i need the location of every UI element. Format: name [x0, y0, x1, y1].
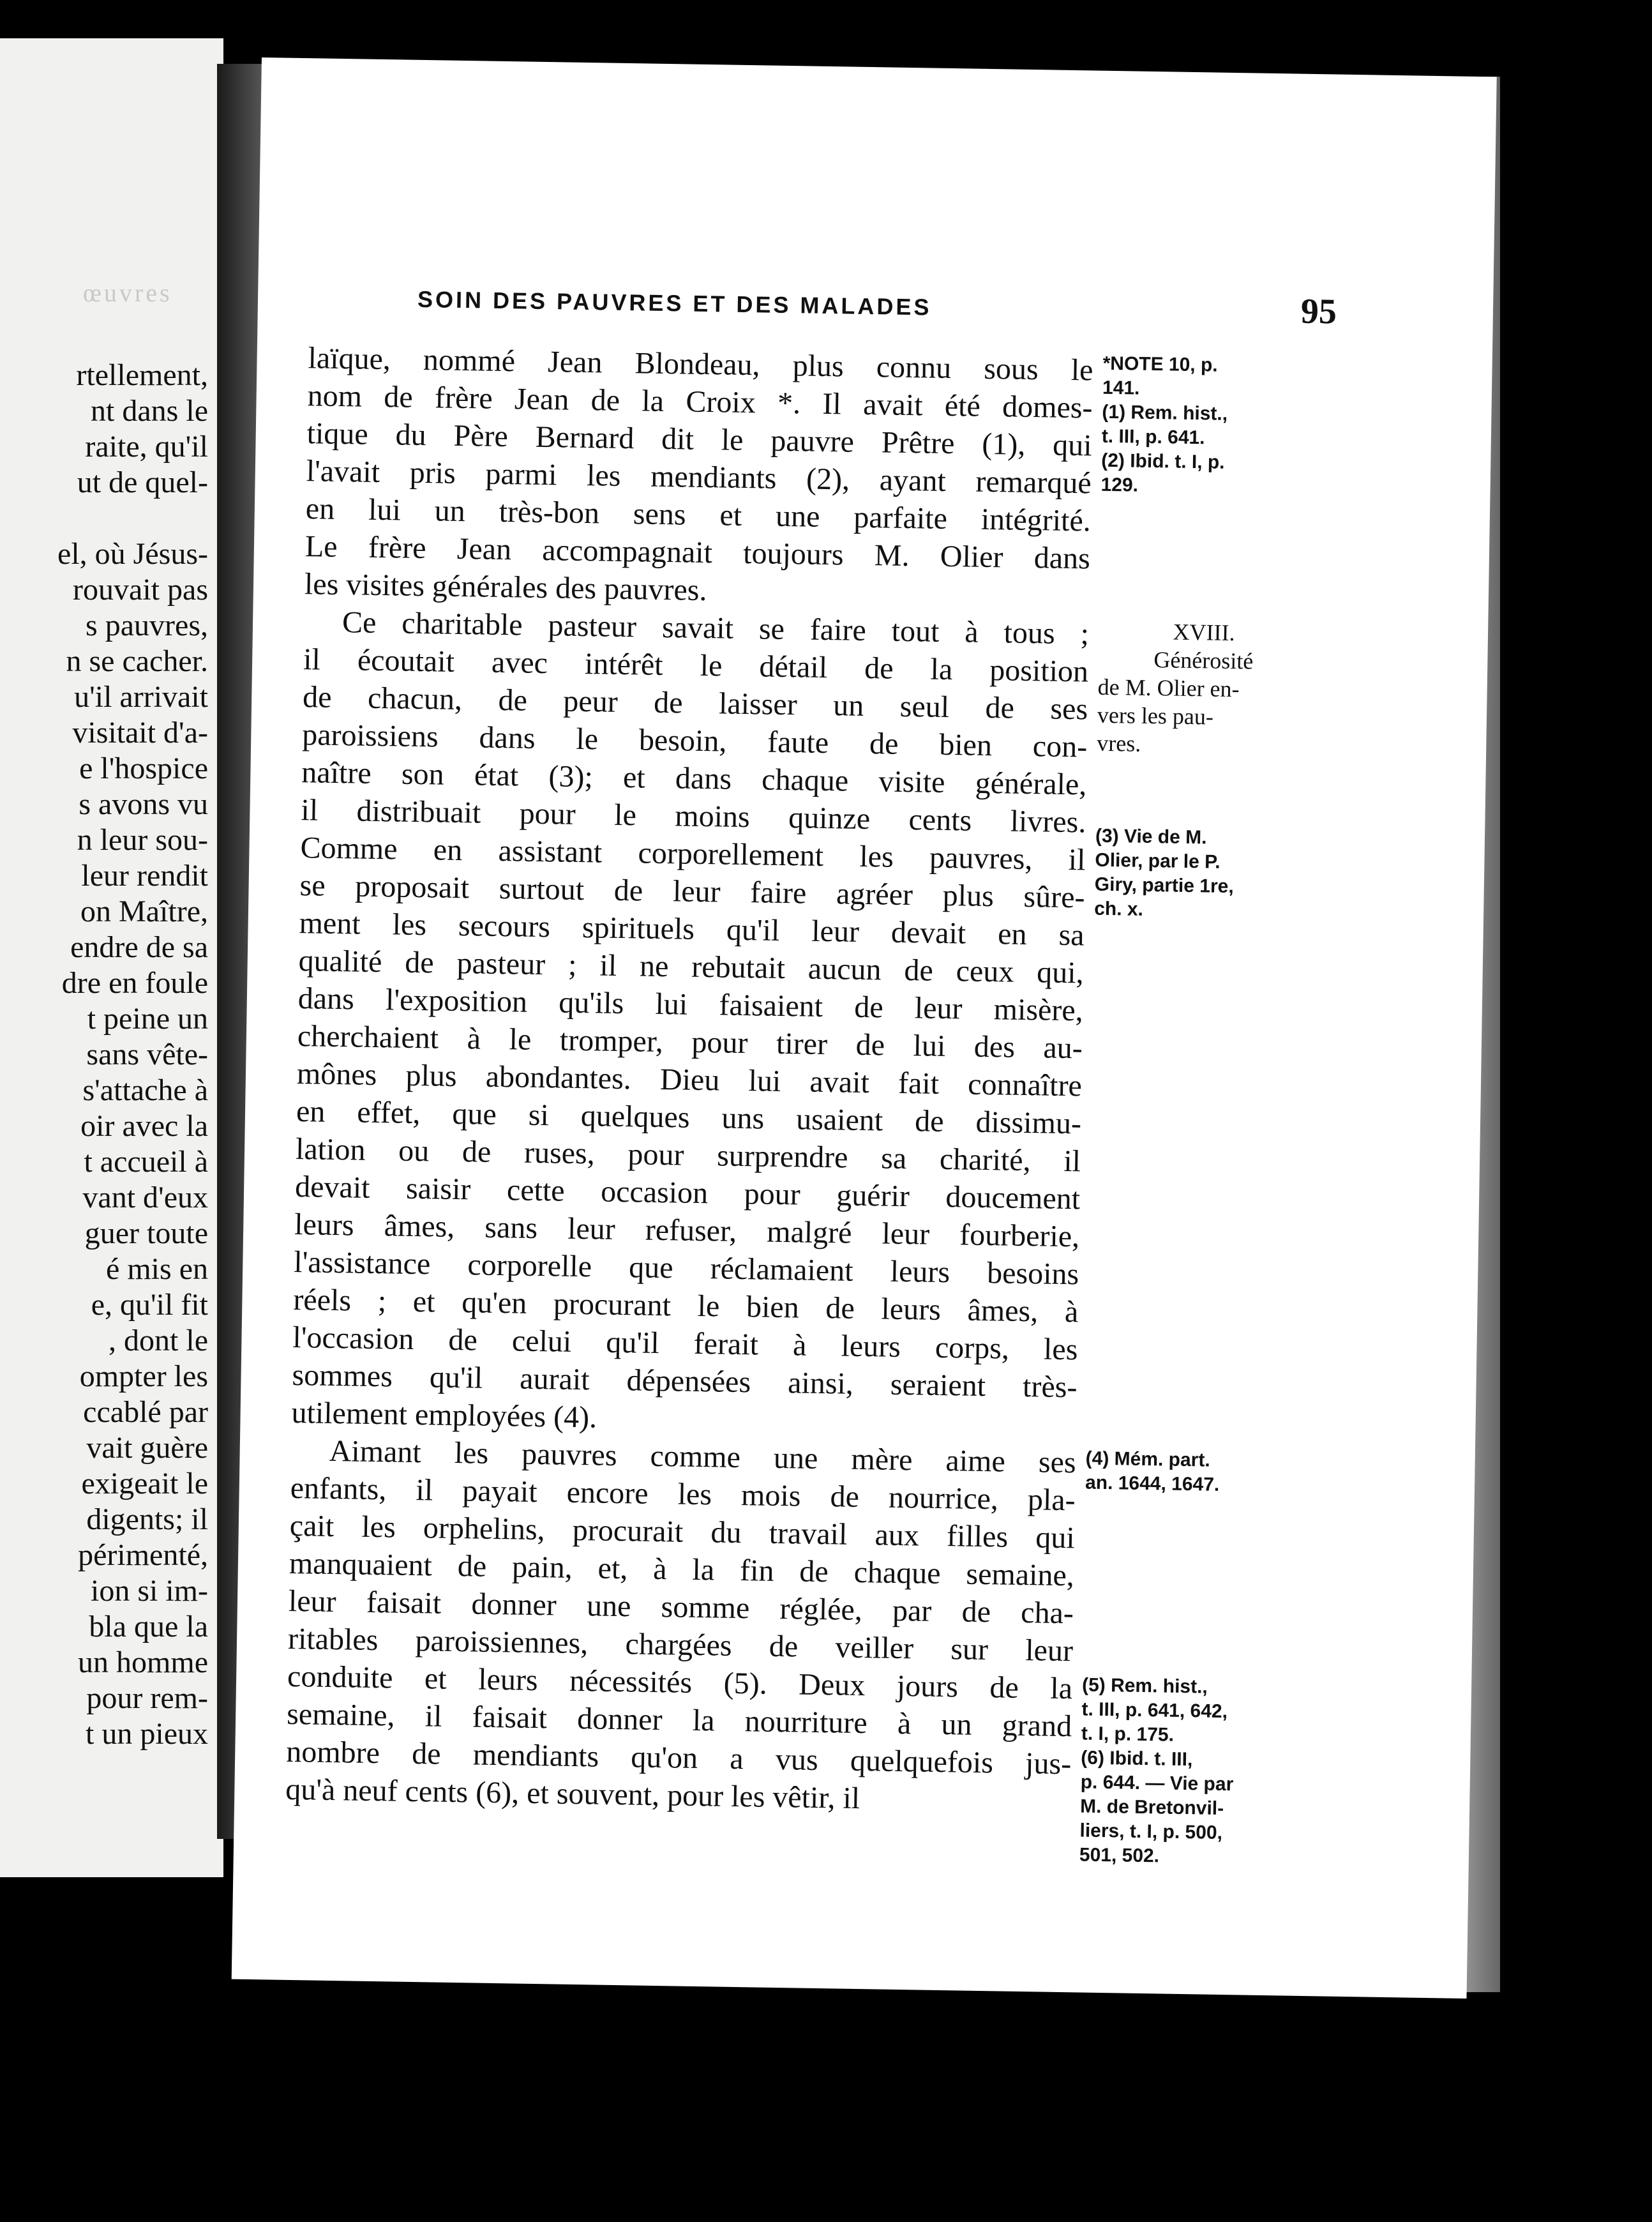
marginal-note-line: M. de Bretonvil- [1079, 1795, 1224, 1820]
marginal-note-line: (5) Rem. hist., [1081, 1674, 1208, 1698]
marginal-note-line: (4) Mém. part. [1085, 1447, 1210, 1471]
previous-page-line: périmenté, [78, 1538, 208, 1572]
previous-page-line: s'attache à [82, 1073, 208, 1107]
previous-page-line: leur rendit [81, 859, 208, 893]
page-number: 95 [1300, 291, 1337, 332]
previous-page-line: digents; il [86, 1502, 208, 1536]
text-line: l'avait pris parmi les mendiants (2), ayant remarqué [306, 454, 1092, 501]
text-line: devait saisir cette occasion pour guérir doucement [294, 1170, 1081, 1216]
previous-page-line: endre de sa [70, 930, 208, 964]
text-line: nombre de mendiants qu'on a vus quelquefois jus- [285, 1734, 1072, 1781]
previous-page-line: el, où Jésus- [57, 537, 208, 571]
previous-page-line: u'il arrivait [74, 680, 208, 714]
previous-page-line: un homme [78, 1645, 208, 1679]
marginal-note-line: t. III, p. 641, 642, [1081, 1698, 1228, 1723]
marginal-note-refs [1100, 352, 1314, 501]
running-title: SOIN DES PAUVRES ET DES MALADES [417, 285, 932, 321]
marginal-note-line: Générosité [1153, 647, 1254, 674]
text-line: çait les orphelins, procurait du travail aux filles qui [289, 1508, 1076, 1555]
marginal-note-line: t. III, p. 641. [1101, 425, 1205, 449]
text-line: ritables paroissiennes, chargées de veiller sur leur [287, 1621, 1074, 1668]
text-line: l'assistance corporelle que réclamaient leurs besoins [293, 1245, 1079, 1292]
marginal-note-line: de M. Olier en- [1097, 674, 1240, 702]
text-line: sommes qu'il aurait dépensées ainsi, seraient très- [292, 1358, 1078, 1405]
marginal-note-5-6 [1079, 1674, 1293, 1871]
previous-page-line: pour rem- [86, 1681, 208, 1715]
previous-page-line: on Maître, [80, 895, 208, 928]
marginal-note-line: t. I, p. 175. [1081, 1723, 1175, 1746]
text-line: lation ou de ruses, pour surprendre sa charité, il [295, 1132, 1081, 1179]
previous-page-line: exigeait le [81, 1467, 208, 1500]
previous-page-line: n se cacher. [66, 644, 208, 678]
margin-notes [1079, 352, 1314, 1867]
marginal-note-line: vres. [1096, 730, 1141, 757]
text-line: nom de frère Jean de la Croix *. Il avait été domes- [307, 379, 1093, 425]
text-line: qu'à neuf cents (6), et souvent, pour les vêtir, il [285, 1772, 860, 1816]
marginal-note-line: ch. x. [1093, 898, 1144, 920]
text-line: cherchaient à le tromper, pour tirer de lui des au- [297, 1019, 1083, 1066]
text-line: mônes plus abondantes. Dieu lui avait fait connaître [296, 1057, 1083, 1103]
previous-page-line: rtellement, [76, 358, 208, 392]
previous-page-line: bla que la [89, 1610, 208, 1644]
previous-page-line: rouvait pas [73, 573, 208, 607]
marginal-note-3 [1094, 824, 1306, 925]
text-line: ment les secours spirituels qu'il leur devait en sa [299, 906, 1085, 953]
previous-page-line: ut de quel- [77, 465, 208, 499]
previous-page-line: raite, qu'il [85, 430, 208, 464]
text-line: réels ; et qu'en procurant le bien de leurs âmes, à [293, 1283, 1079, 1329]
previous-page-line: vait guère [86, 1431, 208, 1465]
previous-page [0, 38, 223, 1877]
previous-page-text [57, 358, 208, 1752]
running-header [417, 277, 1337, 343]
previous-page-line: oir avec la [80, 1109, 208, 1143]
text-line: paroissiens dans le besoin, faute de bien con- [301, 718, 1088, 764]
text-line: laïque, nommé Jean Blondeau, plus connu sous le [308, 341, 1093, 388]
marginal-note-line: liers, t. I, p. 500, [1079, 1820, 1223, 1843]
previous-page-line: sans vête- [86, 1038, 208, 1071]
previous-page-line: vant d'eux [82, 1181, 208, 1214]
previous-page-line: n leur sou- [77, 823, 208, 857]
text-line: Le frère Jean accompagnait toujours M. Olier dans [304, 529, 1091, 576]
body-text [285, 339, 1093, 1820]
text-line: en lui un très-bon sens et une parfaite intégrité. [305, 492, 1092, 538]
text-line: conduite et leurs nécessités (5). Deux jours de la [287, 1659, 1073, 1706]
marginal-note-line: p. 644. — Vie par [1080, 1771, 1234, 1795]
text-line: il écoutait avec intérêt le détail de la position [303, 642, 1089, 689]
text-line: les visites générales des pauvres. [304, 567, 707, 608]
text-line: dans l'exposition qu'ils lui faisaient de leur misère, [297, 981, 1084, 1028]
marginal-note-line: Olier, par le P. [1095, 849, 1220, 873]
text-line: Ce charitable pasteur savait se faire tout à tous ; [342, 605, 1090, 651]
previous-page-line: e l'hospice [79, 752, 208, 785]
marginal-note-line: an. 1644, 1647. [1085, 1472, 1220, 1495]
previous-page-line: t un pieux [86, 1717, 208, 1751]
text-line: de chacun, de peur de laisser un seul de ses [302, 680, 1088, 727]
text-line: utilement employées (4). [291, 1395, 597, 1435]
text-line: tique du Père Bernard dit le pauvre Prêtre (1), qui [306, 416, 1093, 463]
marginal-note-line: (3) Vie de M. [1095, 825, 1207, 849]
marginal-note-line: (1) Rem. hist., [1102, 401, 1228, 425]
text-line: Comme en assistant corporellement les pauvres, il [300, 831, 1086, 877]
text-line: en effet, que si quelques uns usaient de dissimu- [296, 1094, 1082, 1141]
previous-page-line: s pauvres, [86, 608, 208, 642]
marginal-note-line: *NOTE 10, p. [1102, 352, 1218, 376]
previous-page-line: visitait d'a- [72, 716, 208, 750]
previous-page-line: nt dans le [91, 394, 208, 428]
previous-page-line: é mis en [106, 1252, 208, 1286]
marginal-note-line: Giry, partie 1re, [1094, 873, 1234, 898]
previous-page-line: guer toute [84, 1216, 208, 1250]
previous-page-line: t accueil à [84, 1145, 208, 1179]
previous-page-line [57, 501, 208, 536]
text-line: leur faisait donner une somme réglée, par de cha- [288, 1583, 1074, 1631]
show-through-text: œuvres [83, 278, 172, 307]
text-line: manquaient de pain, et, à la fin de chaque semaine, [289, 1546, 1075, 1593]
book-page [232, 57, 1497, 1999]
text-line: il distribuait pour le moins quinze cents livres. [301, 793, 1086, 840]
marginal-note-line: 501, 502. [1079, 1844, 1160, 1867]
text-line: se proposait surtout de leur faire agréer plus sûre- [299, 868, 1085, 915]
previous-page-line: dre en foule [61, 966, 208, 1000]
marginal-note-line: XVIII. [1173, 619, 1235, 646]
previous-page-line: , dont le [109, 1324, 208, 1357]
marginal-note-4 [1085, 1447, 1296, 1499]
section-sidenote [1097, 617, 1309, 760]
previous-page-line: s avons vu [79, 787, 208, 821]
text-line: l'occasion de celui qu'il ferait à leurs corps, les [292, 1320, 1078, 1367]
text-line: naître son état (3); et dans chaque visite générale, [301, 755, 1087, 802]
previous-page-line: t peine un [87, 1002, 208, 1036]
text-line: enfants, il payait encore les mois de nourrice, pla- [290, 1470, 1076, 1518]
text-line: semaine, il faisait donner la nourriture à un grand [286, 1697, 1072, 1744]
text-line: Aimant les pauvres comme une mère aime ses [329, 1433, 1077, 1480]
marginal-note-line: 129. [1100, 474, 1139, 496]
marginal-note-line: vers les pau- [1097, 702, 1214, 730]
text-line: qualité de pasteur ; il ne rebutait aucun de ceux qui, [298, 944, 1085, 990]
previous-page-line: ccablé par [83, 1395, 208, 1429]
marginal-note-line: (6) Ibid. t. III, [1081, 1747, 1193, 1771]
previous-page-line: ion si im- [90, 1574, 208, 1608]
previous-page-line: e, qu'il fit [91, 1288, 208, 1322]
text-line: leurs âmes, sans leur refuser, malgré leur fourberie, [294, 1207, 1080, 1254]
marginal-note-line: 141. [1102, 377, 1140, 399]
previous-page-line: ompter les [79, 1359, 208, 1393]
marginal-note-line: (2) Ibid. t. I, p. [1100, 450, 1225, 473]
